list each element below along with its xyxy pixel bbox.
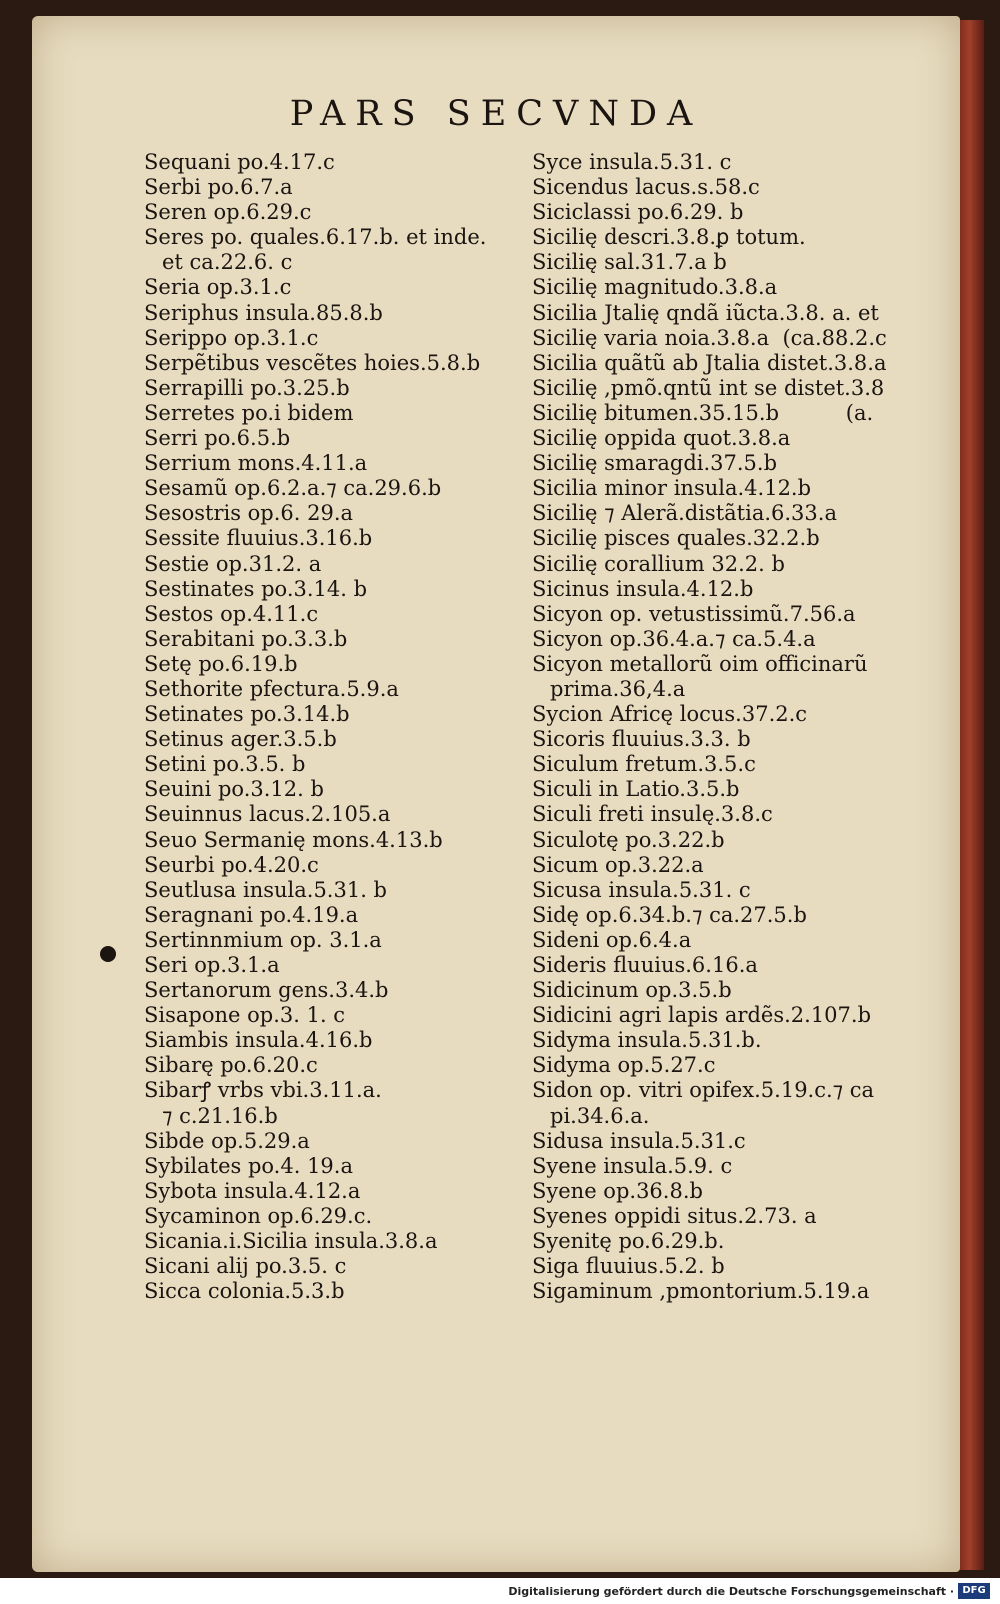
index-entry: Sicoris fluuius.3.3. b (532, 727, 751, 752)
index-entry: Sigaminum ,pmontorium.5.19.a (532, 1279, 870, 1304)
index-entry: Sideni op.6.4.a (532, 927, 692, 952)
index-entry: Syenes oppidi situs.2.73. a (532, 1203, 817, 1228)
index-entry: Siculi freti insulę.3.8.c (532, 802, 773, 827)
index-entry: Sicani alij po.3.5. c (144, 1254, 347, 1279)
index-entry: Syene insula.5.9. c (532, 1153, 733, 1178)
index-entry: Sicusa insula.5.31. c (532, 877, 751, 902)
index-entry: Sibarę po.6.20.c (144, 1053, 318, 1078)
index-entry: Sesostris op.6. 29.a (144, 501, 354, 526)
index-entry: Sicania.i.Sicilia insula.3.8.a (144, 1229, 438, 1254)
index-entry: Seriphus insula.85.8.b (144, 300, 383, 325)
footer-bar (0, 1578, 1000, 1604)
index-entry: Sidon op. vitri opifex.5.19.c.⁊ ca (532, 1078, 875, 1103)
index-entry: et ca.22.6. c (162, 250, 293, 275)
index-entry: Sicilię descri.3.8.ꝑ totum. (532, 225, 806, 250)
index-entry: Setinates po.3.14.b (144, 702, 350, 727)
book-page (32, 16, 960, 1572)
index-entry: Sertinnmium op. 3.1.a (144, 927, 382, 952)
index-entry: prima.36,4.a (550, 676, 686, 701)
index-entry: Siculi in Latio.3.5.b (532, 777, 740, 802)
index-entry: Seri op.3.1.a (144, 953, 280, 977)
index-entry: Sicilia Jtalię qndã iũcta.3.8. a. et (532, 300, 879, 325)
index-entry: Sicum op.3.22.a (532, 852, 704, 877)
index-entry: Siga fluuius.5.2. b (532, 1254, 725, 1279)
index-entry: Sidusa insula.5.31.c (532, 1128, 746, 1153)
running-head: PARS SECVNDA (289, 94, 703, 134)
index-entry: Sicilię varia noia.3.8.a (ca.88.2.c (532, 325, 887, 350)
index-entry: Serrium mons.4.11.a (144, 451, 368, 476)
index-entry: Sibarꝭ vrbs vbi.3.11.a. (144, 1078, 382, 1103)
index-entry: Seurbi po.4.20.c (144, 852, 319, 877)
bullet-mark-icon (100, 946, 116, 962)
index-entry: Sicyon op. vetustissimũ.7.56.a (532, 601, 856, 626)
index-entry: Sicilię oppida quot.3.8.a (532, 426, 791, 451)
index-entry: Sidicinum op.3.5.b (532, 978, 732, 1003)
index-entry: Syene op.36.8.b (532, 1178, 703, 1203)
index-entry: Serbi po.6.7.a (144, 175, 293, 200)
index-entry: Sicilię ⁊ Alerã.distãtia.6.33.a (532, 501, 837, 526)
index-entry: Seren op.6.29.c (144, 200, 312, 225)
index-entry: Setinus ager.3.5.b (144, 727, 337, 752)
index-entry: Sicinus insula.4.12.b (532, 576, 754, 601)
index-entry: Sicyon op.36.4.a.⁊ ca.5.4.a (532, 626, 816, 651)
index-entry: Sesamũ op.6.2.a.⁊ ca.29.6.b (144, 476, 442, 501)
index-column-left (144, 150, 539, 1304)
index-entry: Sertanorum gens.3.4.b (144, 978, 389, 1003)
index-entry: Siculum fretum.3.5.c (532, 752, 756, 777)
index-entry: Sybota insula.4.12.a (144, 1178, 361, 1203)
index-entry: Seres po. quales.6.17.b. et inde. (144, 225, 487, 250)
index-entry: Sidyma op.5.27.c (532, 1053, 716, 1078)
index-entry: Sicilię pisces quales.32.2.b (532, 526, 820, 551)
index-entry: Sicca colonia.5.3.b (144, 1279, 345, 1304)
index-entry: ⁊ c.21.16.b (162, 1103, 278, 1128)
index-entry: Sycaminon op.6.29.c. (144, 1203, 373, 1228)
index-entry: Sisapone op.3. 1. c (144, 1003, 346, 1028)
index-entry: Sicilię ,pmõ.qntũ int se distet.3.8 (532, 375, 885, 400)
index-column-right (532, 150, 952, 1304)
footer-credit: Digitalisierung gefördert durch die Deutsche Forschungsgemeinschaft · (508, 1585, 954, 1598)
index-entry: Serri po.6.5.b (144, 426, 291, 451)
index-entry: Sicendus lacus.s.58.c (532, 175, 760, 200)
index-entry: Serrapilli po.3.25.b (144, 375, 350, 400)
index-entry: Sycion Africę locus.37.2.c (532, 702, 808, 727)
index-entry: Sicilię smaragdi.37.5.b (532, 451, 778, 476)
index-entry: Sequani po.4.17.c (144, 150, 335, 174)
index-entry: Siambis insula.4.16.b (144, 1028, 373, 1053)
index-entry: Sestie op.31.2. a (144, 551, 322, 576)
index-entry: Siculotę po.3.22.b (532, 827, 725, 852)
book-edge (958, 20, 984, 1570)
index-entry: Sicilię sal.31.7.a b (532, 250, 727, 275)
index-entry: Serpẽtibus vescẽtes hoies.5.8.b (144, 350, 481, 375)
index-entry: Serippo op.3.1.c (144, 325, 319, 350)
index-entry: Sidę op.6.34.b.⁊ ca.27.5.b (532, 902, 807, 927)
index-entry: Sicilię bitumen.35.15.b (a. (532, 400, 874, 425)
index-entry: Sicilię magnitudo.3.8.a (532, 275, 778, 300)
index-entry: Sicilia quãtũ ab Jtalia distet.3.8.a (532, 350, 887, 375)
index-entry: Sicilia minor insula.4.12.b (532, 476, 812, 501)
index-entry: Syce insula.5.31. c (532, 150, 732, 174)
index-entry: pi.34.6.a. (550, 1103, 650, 1128)
index-entry: Sethorite pfectura.5.9.a (144, 676, 399, 701)
index-entry: Serabitani po.3.3.b (144, 626, 348, 651)
index-entry: Seutlusa insula.5.31. b (144, 877, 387, 902)
index-entry: Sideris fluuius.6.16.a (532, 953, 758, 977)
index-entry: Siciclassi po.6.29. b (532, 200, 744, 225)
index-entry: Syenitę po.6.29.b. (532, 1229, 725, 1254)
index-entry: Sestinates po.3.14. b (144, 576, 368, 601)
dfg-logo: DFG (958, 1583, 990, 1599)
index-entry: Sicilię corallium 32.2. b (532, 551, 785, 576)
index-entry: Sybilates po.4. 19.a (144, 1153, 353, 1178)
index-entry: Sestos op.4.11.c (144, 601, 319, 626)
index-entry: Sibde op.5.29.a (144, 1128, 310, 1153)
index-entry: Setini po.3.5. b (144, 752, 306, 777)
index-entry: Sidicini agri lapis ardẽs.2.107.b (532, 1003, 872, 1028)
index-entry: Seuinnus lacus.2.105.a (144, 802, 391, 827)
index-entry: Serretes po.i bidem (144, 400, 354, 425)
index-entry: Sessite fluuius.3.16.b (144, 526, 373, 551)
index-entry: Seuo Sermanię mons.4.13.b (144, 827, 443, 852)
index-entry: Sidyma insula.5.31.b. (532, 1028, 762, 1053)
index-entry: Seuini po.3.12. b (144, 777, 324, 802)
index-entry: Seria op.3.1.c (144, 275, 292, 300)
index-entry: Setę po.6.19.b (144, 651, 298, 676)
index-entry: Sicyon metallorũ oim officinarũ (532, 651, 868, 676)
index-entry: Seragnani po.4.19.a (144, 902, 359, 927)
